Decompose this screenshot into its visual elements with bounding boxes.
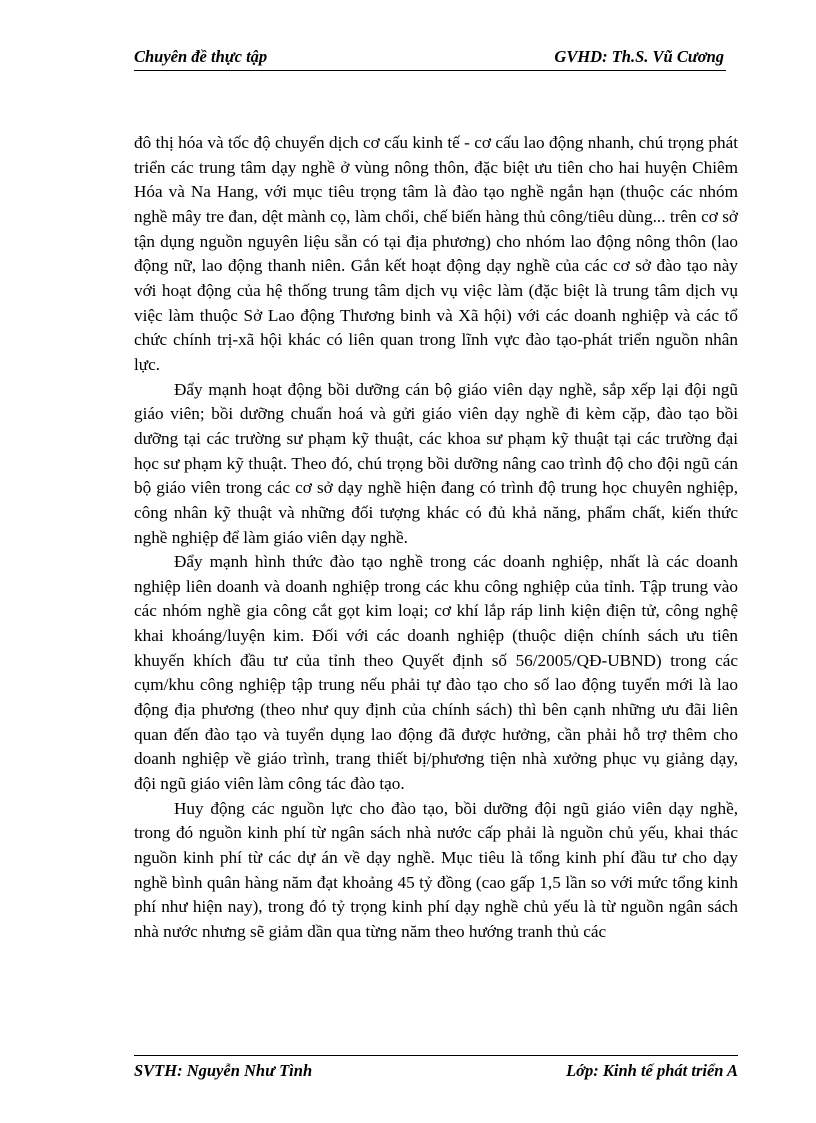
- footer-class: Lớp: Kinh tế phát triển A: [566, 1061, 738, 1080]
- paragraph-funding: Huy động các nguồn lực cho đào tạo, bồi dưỡng đội ngũ giáo viên dạy nghề, trong đó nguồn kinh phí từ ngân sách nhà nước cấp phải là nguồn chủ yếu, khai thác nguồn kinh phí từ các dự án về dạy nghề. Mục tiêu là tổng kinh phí đầu tư cho dạy nghề bình quân hàng năm đạt khoảng 45 tỷ đồng (cao gấp 1,5 lần so với mức tổng kinh phí như hiện nay), trong đó tỷ trọng kinh phí dạy nghề chủ yếu là từ nguồn ngân sách nhà nước nhưng sẽ giảm dần qua từng năm theo hướng tranh thủ các: [134, 798, 738, 941]
- paragraph-continuation: đô thị hóa và tốc độ chuyển dịch cơ cấu kinh tế - cơ cấu lao động nhanh, chú trọng phát triển các trung tâm dạy nghề ở vùng nông thôn, đặc biệt ưu tiên cho hai huyện Chiêm Hóa và Na Hang, với mục tiêu trọng tâm là đào tạo nghề ngắn hạn (thuộc các nhóm nghề mây tre đan, dệt mành cọ, làm chổi, chế biến hàng thủ công/tiêu dùng... trên cơ sở tận dụng nguồn nguyên liệu sẵn có tại địa phương) cho nhóm lao động nông thôn (lao động nữ, lao động thanh niên. Gắn kết hoạt động dạy nghề của các cơ sở đào tạo này với hoạt động của hệ thống trung tâm dịch vụ việc làm (đặc biệt là trung tâm dịch vụ việc làm thuộc Sở Lao động Thương binh và Xã hội) với các doanh nghiệp và các tổ chức chính trị-xã hội khác có liên quan trong lĩnh vực đào tạo-phát triển nguồn nhân lực.: [134, 133, 738, 374]
- document-body: [134, 131, 738, 945]
- page-footer: [134, 1055, 738, 1086]
- header-document-title: Chuyên đề thực tập: [134, 47, 268, 66]
- paragraph-enterprise-training: Đẩy mạnh hình thức đào tạo nghề trong các doanh nghiệp, nhất là các doanh nghiệp liên doanh và doanh nghiệp trong các khu công nghiệp của tỉnh. Tập trung vào các nhóm nghề gia công cắt gọt kim loại; cơ khí lắp ráp linh kiện điện tử, công nghệ khai khoáng/luyện kim. Đối với các doanh nghiệp (thuộc diện chính sách ưu tiên khuyến khích đầu tư của tỉnh theo Quyết định số 56/2005/QĐ-UBND) trong các cụm/khu công nghiệp tập trung nếu phải tự đào tạo cho số lao động tuyển mới là lao động địa phương (theo như quy định của chính sách) thì bên cạnh những ưu đãi liên quan đến đào tạo và tuyển dụng lao động đã được hưởng, cần phải hỗ trợ thêm cho doanh nghiệp về giáo trình, trang thiết bị/phương tiện nhà xưởng phục vụ giảng dạy, đội ngũ giáo viên làm công tác đào tạo.: [134, 552, 738, 794]
- footer-student: SVTH: Nguyễn Như Tình: [134, 1061, 313, 1080]
- page-header: [134, 44, 726, 71]
- header-supervisor: GVHD: Th.S. Vũ Cương: [554, 47, 724, 66]
- paragraph-teacher-training: Đẩy mạnh hoạt động bồi dưỡng cán bộ giáo viên dạy nghề, sắp xếp lại đội ngũ giáo viên; bồi dưỡng chuẩn hoá và gửi giáo viên dạy nghề đi kèm cặp, đào tạo bồi dưỡng tại các trường sư phạm kỹ thuật, các khoa sư phạm kỹ thuật tại các trường đại học sư phạm kỹ thuật. Theo đó, chú trọng bồi dưỡng nâng cao trình độ cho đội ngũ cán bộ giáo viên trong các cơ sở dạy nghề hiện đang có trình độ trung học chuyên nghiệp, công nhân kỹ thuật và những đối tượng khác có đủ khả năng, phẩm chất, kiến thức nghề nghiệp để làm giáo viên dạy nghề.: [134, 379, 738, 547]
